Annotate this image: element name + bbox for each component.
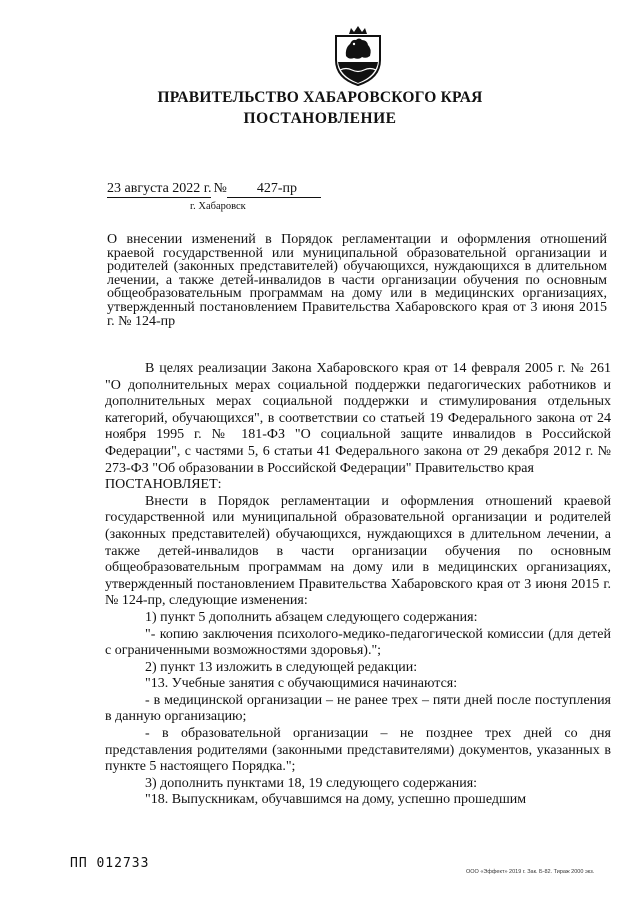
amendment-item: - в образовательной организации – не позднее трех дней со дня представления родителями (законными представителями) документов, указанных в пункте 5 настоящего Порядка."; [105, 726, 611, 775]
amendment-item: 2) пункт 13 изложить в следующей редакции: [145, 659, 418, 675]
print-info: ООО «Эффект» 2019 г. Зак. Б-82. Тираж 2000 экз. [466, 869, 595, 875]
city-name: г. Хабаровск [190, 201, 246, 212]
decree-number: 427-пр [227, 181, 321, 198]
amendment-item: "18. Выпускникам, обучавшимся на дому, успешно прошедшим [145, 792, 527, 808]
date-number-line [107, 181, 321, 198]
main-paragraph: Внести в Порядок регламентации и оформления отношений краевой государственной или муниципальной образовательной организации и родителей (законных представителей) обучающихся, нуждающихся в длительном лечении, а также детей-инвалидов в части организации обучения по основным общеобразовательным программам на дому или в медицинских организациях, утвержденный постановлением Правительства Хабаровского края от 3 июня 2015 г. № 124-пр, следующие изменения: [105, 493, 611, 609]
decree-date: 23 августа 2022 г. [107, 181, 212, 196]
amendment-item: - в медицинской организации – не ранее трех – пяти дней после поступления в данную организацию; [105, 692, 611, 725]
coat-of-arms-emblem [332, 26, 384, 86]
form-serial-number: ПП 012733 [70, 856, 150, 871]
government-title: ПРАВИТЕЛЬСТВО ХАБАРОВСКОГО КРАЯ [157, 89, 483, 106]
amendment-item: 1) пункт 5 дополнить абзацем следующего содержания: [145, 609, 478, 625]
decree-subject: О внесении изменений в Порядок регламентации и оформления отношений краевой государственной или муниципальной образовательной организации и родителей (законных представителей) обучающихся, нуждающихся в длительном лечении, а также детей-инвалидов в части организации обучения по основным общеобразовательным программам на дому или в медицинских организациях, утвержденный постановлением Правительства Хабаровского края от 3 июня 2015 г. № 124-пр [107, 232, 607, 329]
amendment-item: 3) дополнить пунктами 18, 19 следующего содержания: [145, 775, 478, 791]
decree-body [105, 361, 611, 809]
amendment-item: "13. Учебные занятия с обучающимися начинаются: [145, 676, 458, 692]
document-type-title: ПОСТАНОВЛЕНИЕ [243, 110, 397, 127]
number-label: № [213, 181, 227, 196]
resolve-heading: ПОСТАНОВЛЯЕТ: [105, 477, 222, 493]
amendment-item: "- копию заключения психолого-медико-педагогической комиссии (для детей с ограниченными возможностями здоровья)."; [105, 626, 611, 659]
preamble-paragraph: В целях реализации Закона Хабаровского края от 14 февраля 2005 г. № 261 "О дополнительных мерах социальной поддержки педагогических работников и дополнительных мерах социальной поддержки и стимулирования отдельных категорий, обучающихся", в соответствии со статьей 19 Федерального закона от 24 ноября 1995 г. № 181-ФЗ "О социальной защите инвалидов в Российской Федерации", с частями 5, 6 статьи 41 Федерального закона от 29 декабря 2012 г. № 273-ФЗ "Об образовании в Российской Федерации" Правительство края [105, 361, 611, 476]
